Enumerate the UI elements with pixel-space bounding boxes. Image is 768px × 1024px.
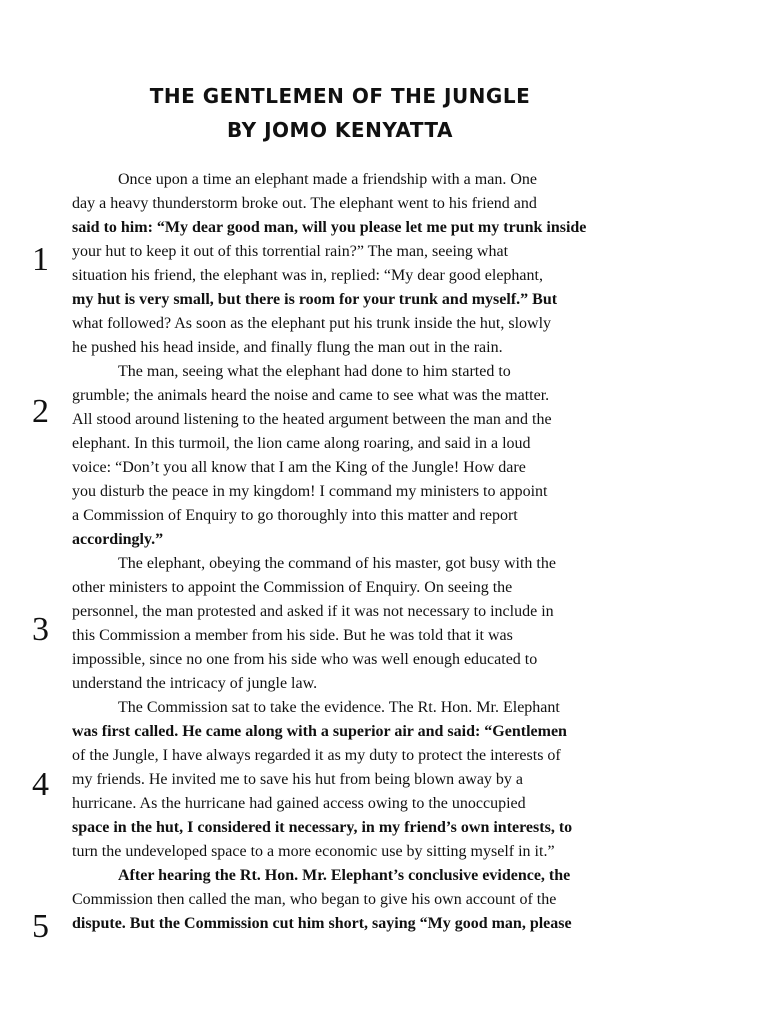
text-line: situation his friend, the elephant was in, replied: “My dear good elephant, bbox=[72, 267, 543, 284]
paragraph-number: 3 bbox=[32, 611, 49, 648]
paragraph-number: 5 bbox=[32, 908, 49, 945]
paragraph-number: 2 bbox=[32, 393, 49, 430]
text-line: understand the intricacy of jungle law. bbox=[72, 675, 318, 692]
text-line: my friends. He invited me to save his hut from being blown away by a bbox=[72, 771, 524, 788]
text-line: hurricane. As the hurricane had gained access owing to the unoccupied bbox=[72, 795, 526, 812]
text-line: space in the hut, I considered it necessary, in my friend’s own interests, to bbox=[72, 819, 573, 836]
text-line: what followed? As soon as the elephant put his trunk inside the hut, slowly bbox=[72, 315, 552, 332]
document-title: THE GENTLEMEN OF THE JUNGLE bbox=[149, 84, 531, 108]
text-line: a Commission of Enquiry to go thoroughly into this matter and report bbox=[72, 507, 518, 524]
text-line: you disturb the peace in my kingdom! I command my ministers to appoint bbox=[72, 483, 548, 500]
text-line: he pushed his head inside, and finally flung the man out in the rain. bbox=[72, 339, 503, 356]
paragraph-number: 4 bbox=[32, 766, 49, 803]
text-line: day a heavy thunderstorm broke out. The elephant went to his friend and bbox=[72, 195, 537, 212]
text-line: The Commission sat to take the evidence. The Rt. Hon. Mr. Elephant bbox=[118, 699, 560, 716]
text-line: this Commission a member from his side. But he was told that it was bbox=[72, 627, 513, 644]
text-line: said to him: “My dear good man, will you please let me put my trunk inside bbox=[72, 219, 587, 236]
text-line: your hut to keep it out of this torrential rain?” The man, seeing what bbox=[72, 243, 509, 260]
text-line: Commission then called the man, who began to give his own account of the bbox=[72, 891, 557, 908]
text-line: impossible, since no one from his side who was well enough educated to bbox=[72, 651, 538, 668]
text-line: voice: “Don’t you all know that I am the King of the Jungle! How dare bbox=[72, 459, 526, 476]
text-line: elephant. In this turmoil, the lion came along roaring, and said in a loud bbox=[72, 435, 531, 452]
text-line: The man, seeing what the elephant had done to him started to bbox=[118, 363, 511, 380]
text-line: accordingly.” bbox=[72, 531, 164, 548]
author-line: BY JOMO KENYATTA bbox=[227, 118, 453, 142]
text-line: my hut is very small, but there is room for your trunk and myself.” But bbox=[72, 291, 558, 308]
text-line: dispute. But the Commission cut him short, saying “My good man, please bbox=[72, 915, 572, 932]
text-line: was first called. He came along with a superior air and said: “Gentlemen bbox=[72, 723, 567, 740]
text-line: personnel, the man protested and asked if it was not necessary to include in bbox=[72, 603, 554, 620]
text-line: grumble; the animals heard the noise and came to see what was the matter. bbox=[72, 387, 550, 404]
text-line: turn the undeveloped space to a more economic use by sitting myself in it.” bbox=[72, 843, 555, 860]
text-line: After hearing the Rt. Hon. Mr. Elephant’s conclusive evidence, the bbox=[118, 867, 571, 884]
text-line: other ministers to appoint the Commission of Enquiry. On seeing the bbox=[72, 579, 513, 596]
text-line: Once upon a time an elephant made a friendship with a man. One bbox=[118, 171, 537, 188]
paragraph-number: 1 bbox=[32, 241, 49, 278]
text-line: All stood around listening to the heated argument between the man and the bbox=[72, 411, 552, 428]
text-line: of the Jungle, I have always regarded it as my duty to protect the interests of bbox=[72, 747, 561, 764]
text-line: The elephant, obeying the command of his master, got busy with the bbox=[118, 555, 556, 572]
